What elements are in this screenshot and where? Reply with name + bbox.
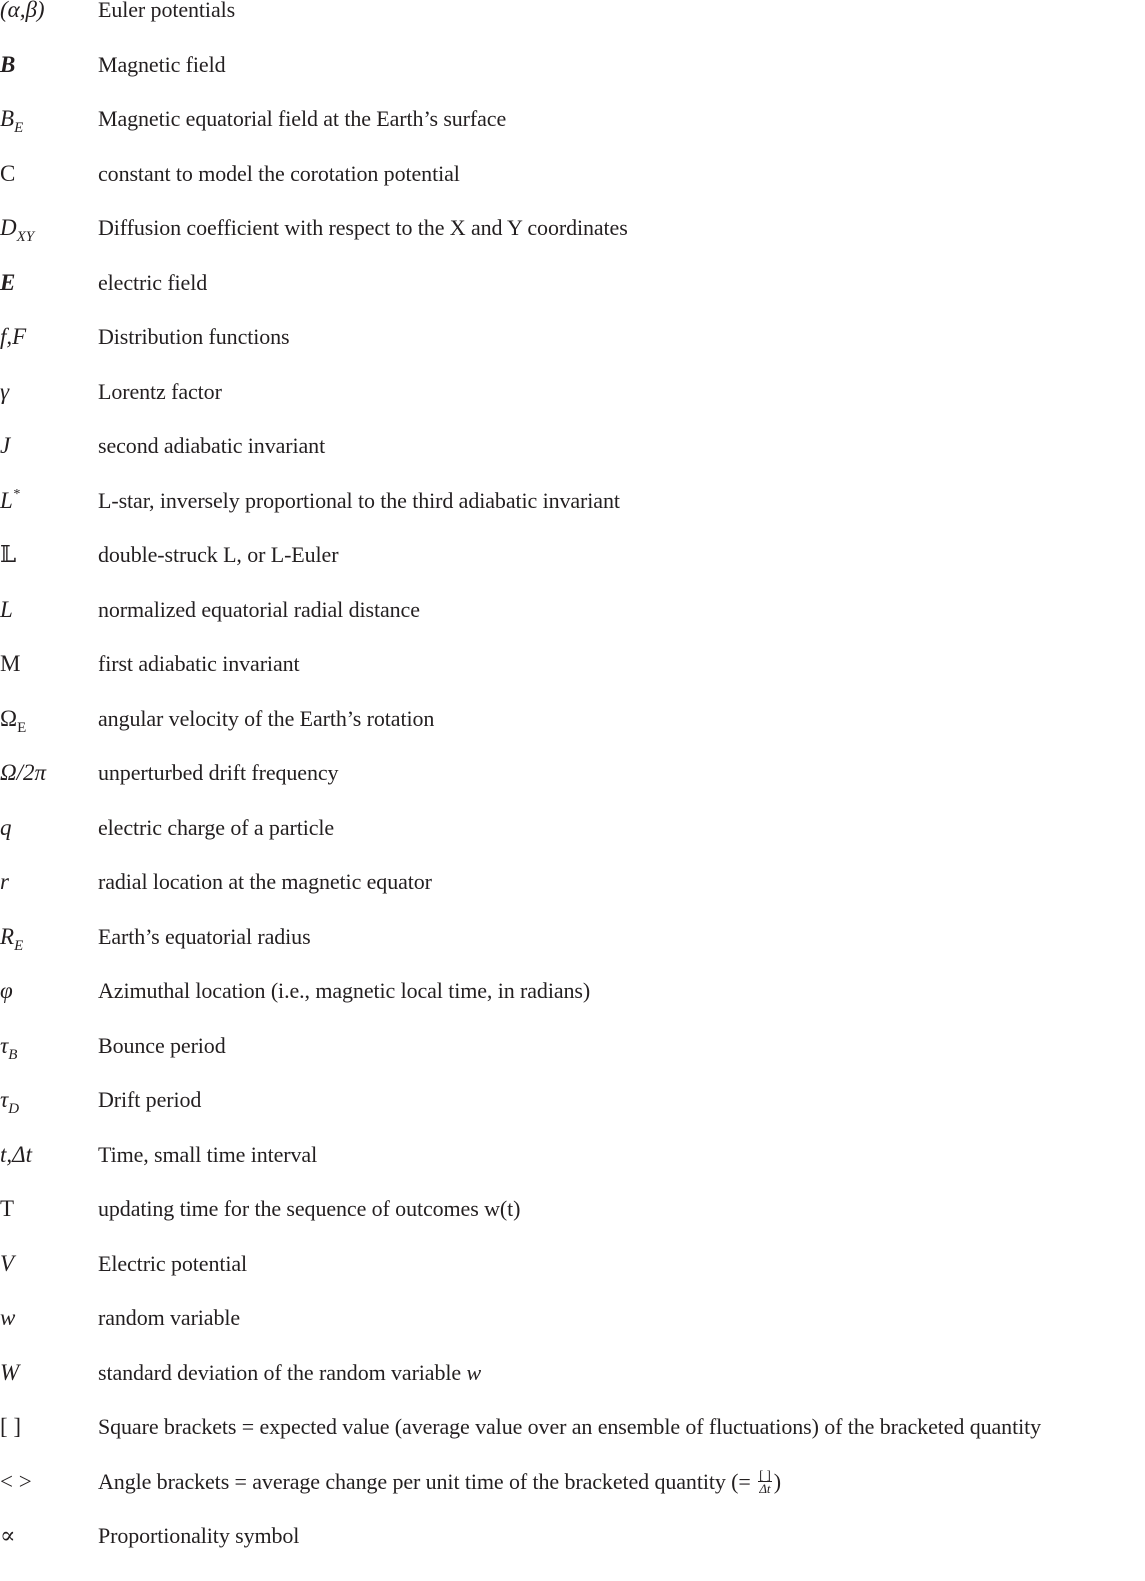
- glossary-row: [0, 107, 1145, 162]
- glossary-description: [98, 1466, 781, 1497]
- symbol-subscript: XY: [16, 229, 35, 245]
- symbol-superscript: *: [12, 486, 20, 502]
- symbol-subscript: E: [14, 937, 24, 954]
- glossary-description: first adiabatic invariant: [98, 651, 300, 676]
- glossary-symbol: L: [0, 596, 13, 622]
- glossary-row: [0, 1252, 1145, 1307]
- glossary-symbol: V: [0, 1250, 15, 1276]
- glossary-symbol: [0, 923, 24, 954]
- glossary-symbol: w: [0, 1305, 16, 1330]
- glossary-row: [0, 925, 1145, 980]
- symbol-base: Ω: [0, 705, 18, 731]
- glossary-description: L-star, inversely proportional to the third adiabatic invariant: [98, 487, 620, 513]
- glossary-symbol: [0, 1032, 18, 1063]
- glossary-row: [0, 816, 1145, 871]
- glossary-description: electric field: [98, 269, 208, 295]
- glossary-symbol: W: [0, 1359, 20, 1385]
- glossary-symbol: γ: [0, 378, 10, 404]
- glossary-symbol: [0, 705, 27, 736]
- glossary-description: Azimuthal location (i.e., magnetic local time, in radians): [98, 978, 591, 1003]
- glossary-description: Euler potentials: [98, 0, 236, 22]
- glossary-description: normalized equatorial radial distance: [98, 596, 420, 622]
- symbol-base: R: [0, 923, 15, 949]
- glossary-symbol: [0, 1087, 20, 1117]
- glossary-row: [0, 707, 1145, 762]
- glossary-description: [98, 1361, 481, 1385]
- glossary-symbol: [ ]: [0, 1414, 22, 1439]
- fraction-numerator: [ ]: [759, 1466, 771, 1482]
- glossary-row: [0, 1524, 1145, 1579]
- glossary-symbol: 𝕃: [0, 542, 17, 567]
- glossary-row: [0, 1361, 1145, 1416]
- glossary-row: [0, 325, 1145, 380]
- glossary-description: Square brackets = expected value (average value over an ensemble of fluctuations) of the bracketed quantity: [98, 1414, 1042, 1439]
- glossary-row: [0, 434, 1145, 489]
- glossary-symbol: J: [0, 433, 11, 458]
- glossary-row: [0, 1466, 1145, 1525]
- glossary-description: Bounce period: [98, 1032, 226, 1058]
- symbol-base: τ: [0, 1032, 9, 1058]
- glossary-description: angular velocity of the Earth’s rotation: [98, 705, 435, 731]
- glossary-description: second adiabatic invariant: [98, 433, 326, 458]
- description-text: Angle brackets = average change per unit time of the bracketed quantity (=: [98, 1468, 751, 1494]
- glossary-row: [0, 53, 1145, 108]
- glossary-symbol: ∝: [0, 1523, 16, 1548]
- glossary-symbol: Ω/2π: [0, 760, 47, 785]
- glossary-description: constant to model the corotation potential: [98, 160, 460, 186]
- glossary-symbol: E: [0, 269, 16, 295]
- glossary-row: [0, 271, 1145, 326]
- symbol-subscript: B: [8, 1046, 18, 1063]
- description-close-paren: ): [773, 1468, 781, 1494]
- glossary-row: [0, 870, 1145, 925]
- glossary-description: Magnetic field: [98, 51, 226, 77]
- glossary-row: [0, 1415, 1145, 1470]
- glossary-symbol: B: [0, 51, 16, 77]
- glossary-row: [0, 162, 1145, 217]
- symbol-subscript: E: [17, 719, 27, 736]
- glossary-description: Electric potential: [98, 1250, 248, 1276]
- symbol-base: τ: [0, 1087, 9, 1112]
- glossary-description: updating time for the sequence of outcomes w(t): [98, 1196, 521, 1221]
- glossary-description: radial location at the magnetic equator: [98, 869, 432, 894]
- glossary-row: [0, 1088, 1145, 1143]
- glossary-row: [0, 486, 1145, 544]
- glossary-symbol: (α,β): [0, 0, 45, 22]
- glossary-description: electric charge of a particle: [98, 814, 335, 840]
- symbol-subscript: E: [14, 120, 24, 136]
- fraction: [758, 1468, 772, 1495]
- glossary-row: [0, 761, 1145, 816]
- glossary-description: Diffusion coefficient with respect to the X and Y coordinates: [98, 215, 628, 240]
- glossary-row: [0, 1034, 1145, 1089]
- glossary-description: Time, small time interval: [98, 1141, 318, 1167]
- glossary-row: [0, 216, 1145, 271]
- glossary-row: [0, 380, 1145, 435]
- symbol-base: B: [0, 106, 15, 131]
- glossary-symbol: r: [0, 869, 9, 894]
- glossary-row: [0, 979, 1145, 1034]
- glossary-row: [0, 598, 1145, 653]
- glossary-symbol: [0, 215, 35, 245]
- glossary-row: [0, 652, 1145, 707]
- glossary-symbol: < >: [0, 1468, 32, 1494]
- glossary-description: unperturbed drift frequency: [98, 760, 339, 785]
- description-text: standard deviation of the random variable: [98, 1359, 462, 1385]
- glossary-row: [0, 1143, 1145, 1198]
- glossary-description: Proportionality symbol: [98, 1523, 300, 1548]
- glossary-symbol: φ: [0, 978, 13, 1003]
- glossary-symbol: q: [0, 814, 12, 840]
- symbol-subscript: D: [8, 1101, 20, 1117]
- glossary-description: random variable: [98, 1305, 241, 1330]
- symbol-base: L: [0, 487, 13, 513]
- glossary-description: double-struck L, or L-Euler: [98, 542, 339, 567]
- glossary-row: [0, 0, 1145, 53]
- glossary-description: Distribution functions: [98, 324, 290, 349]
- glossary-description: Drift period: [98, 1087, 202, 1112]
- glossary-symbol: M: [0, 651, 21, 676]
- glossary-symbol: f,F: [0, 324, 27, 349]
- glossary-symbol: t,Δt: [0, 1141, 33, 1167]
- glossary-symbol: [0, 486, 20, 513]
- glossary-row: [0, 1197, 1145, 1252]
- glossary-symbol: [0, 106, 24, 136]
- glossary-row: [0, 1306, 1145, 1361]
- fraction-denominator: Δt: [759, 1480, 771, 1496]
- glossary-description: Lorentz factor: [98, 378, 222, 404]
- glossary-symbol: C: [0, 160, 16, 186]
- glossary-description: Magnetic equatorial field at the Earth’s surface: [98, 106, 507, 131]
- symbol-base: D: [0, 215, 17, 240]
- description-variable: w: [466, 1359, 482, 1385]
- glossary-symbol: T: [0, 1196, 15, 1221]
- glossary-description: Earth’s equatorial radius: [98, 923, 311, 949]
- glossary-row: [0, 543, 1145, 598]
